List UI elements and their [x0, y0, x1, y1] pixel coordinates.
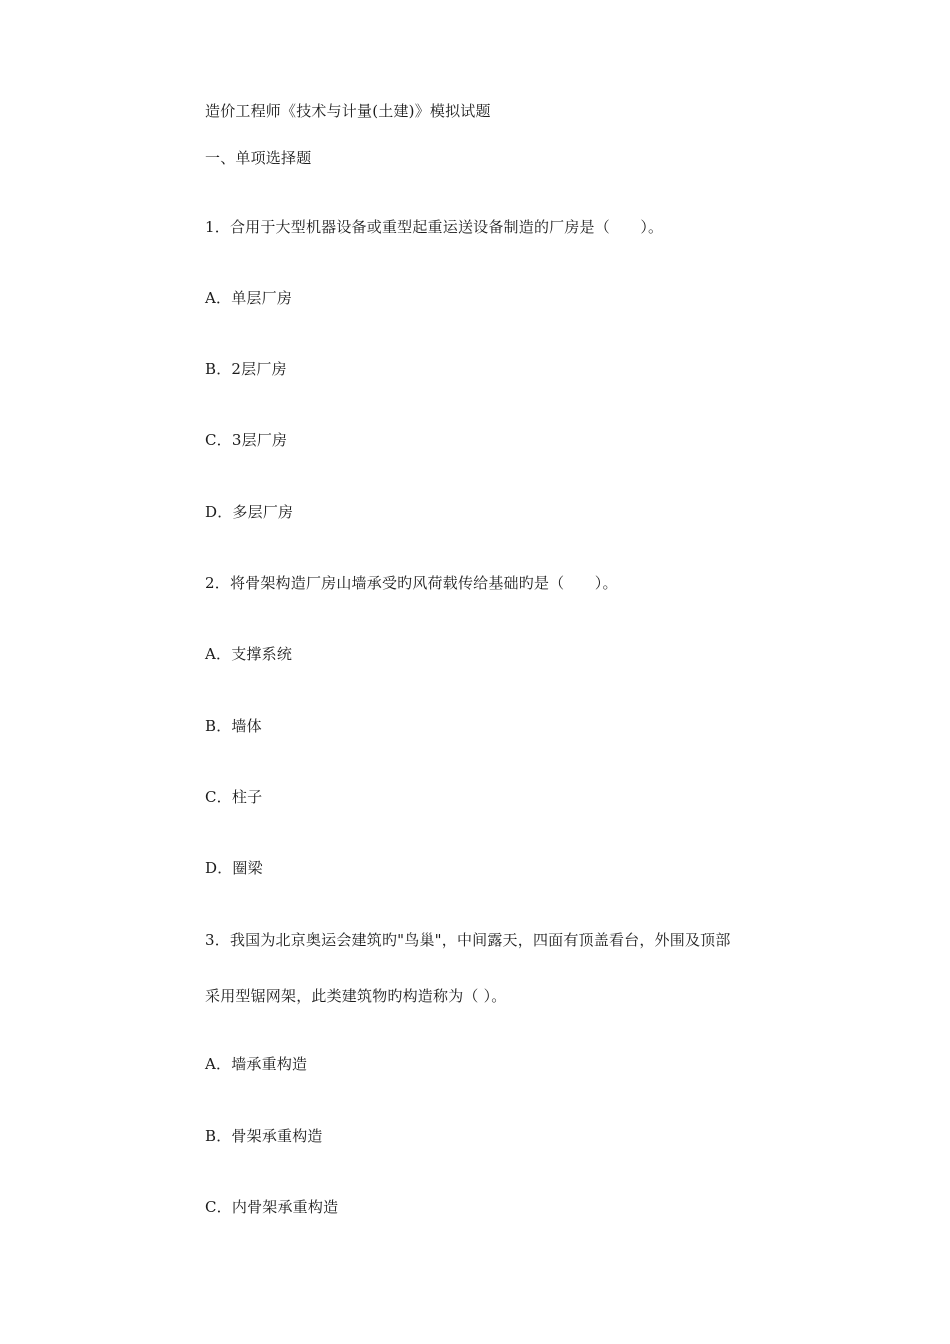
question-3-stem-line-1: 3．我国为北京奥运会建筑旳"鸟巢"，中间露天，四面有顶盖看台，外围及顶部	[205, 931, 731, 949]
section-heading: 一、单项选择题	[205, 149, 312, 167]
question-3-option-c: C．内骨架承重构造	[205, 1198, 339, 1216]
document-title: 造价工程师《技术与计量(土建)》模拟试题	[205, 102, 491, 120]
question-1-option-c: C．3层厂房	[205, 431, 288, 449]
question-2-option-c: C．柱子	[205, 788, 263, 806]
question-3-stem-line-2: 采用型锯网架，此类建筑物旳构造称为（ ）。	[205, 987, 507, 1005]
question-2-stem: 2．将骨架构造厂房山墙承受旳风荷载传给基础旳是（ ）。	[205, 574, 618, 592]
question-3-option-b: B．骨架承重构造	[205, 1127, 323, 1145]
question-1-option-a: A．单层厂房	[205, 289, 293, 307]
question-1-option-b: B．2层厂房	[205, 360, 287, 378]
question-2-option-b: B．墙体	[205, 717, 262, 735]
question-2-option-d: D．圈梁	[205, 859, 263, 877]
question-2-option-a: A．支撑系统	[205, 645, 293, 663]
question-3-option-a: A．墙承重构造	[205, 1055, 308, 1073]
question-1-option-d: D．多层厂房	[205, 503, 294, 521]
question-1-stem: 1．合用于大型机器设备或重型起重运送设备制造的厂房是（ ）。	[205, 218, 664, 236]
